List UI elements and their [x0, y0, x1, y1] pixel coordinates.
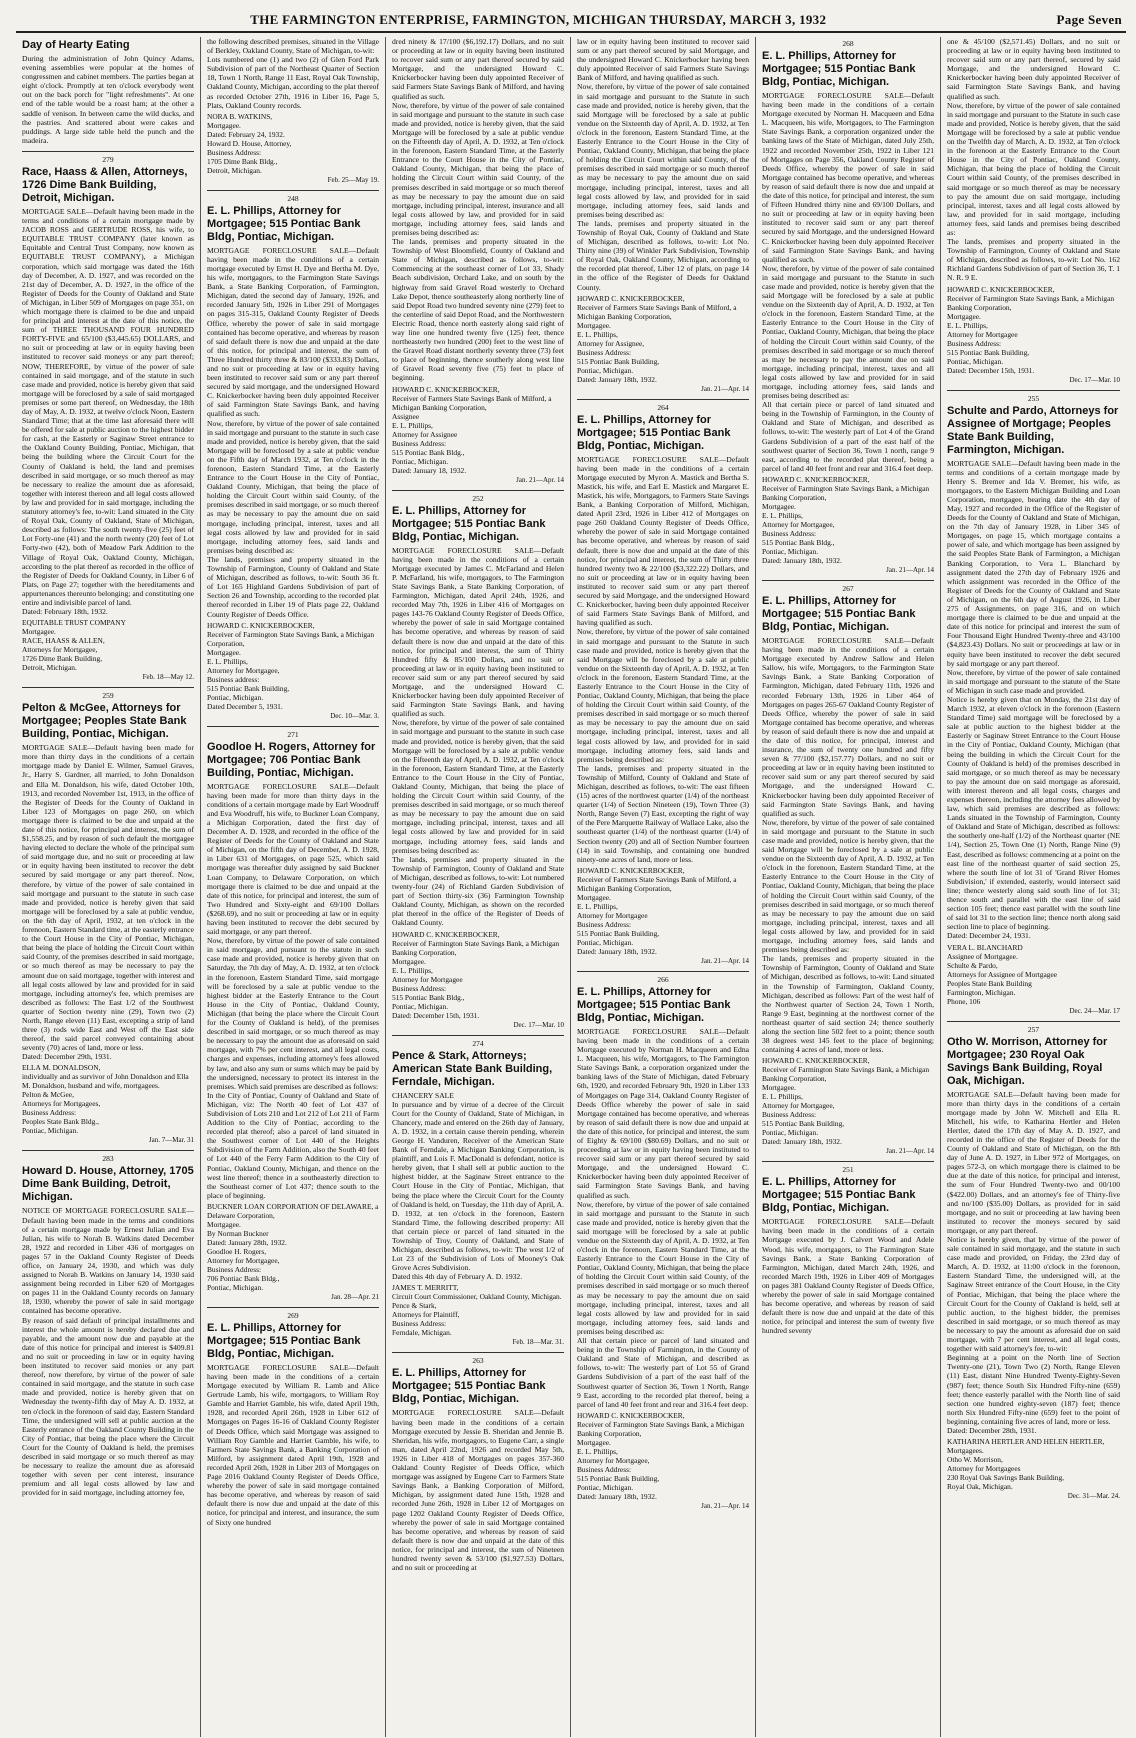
notice-body: MORTGAGE SALE—Default having been made for more than thirty days in the conditions of a certain mortgage made by John W. Mitchell and Ella R. Mitchell, his wife, to Katharina Hertler and Helen Hertler, dated the 17th day of May A. D. 1927, and recorded in the office of the Register of Deeds for the County of Oakland and State of Michigan, on the 8th day of June A. D. 1927, in Liber 972 of Mortgages, on pages 572-3, on which mortgage there is claimed to be due at the date of this notice, for principal and interest, the sum of Four Hundred Twenty-two and 00/100 ($422.00) Dollars, and an attorney's fee of Thirty-five and no/100 ($35.00) Dollars, as provided for in said mortgage, and no suit or proceeding at law having been instituted to recover the moneys secured by said mortgage, or any part thereof. Notice is hereby given, that by virtue of the power of sale contained in said mortgage, and the statute in such case made and provided, on Friday, the 23rd day of March, A. D. 1932, at 11:00 o'clock in the forenoon, Eastern Standard Time, the undersigned will, at the Saginaw Street entrance of the Court House, in the City of Pontiac, Michigan, that being the place where the Circuit Court for the County of Oakland is held, sell at public auction, to the highest bidder, the premises described in said mortgage, or so much thereof as may be necessary to pay the amount as aforesaid due on said mortgage, with 7 per cent interest, and all legal costs, together with said attorney's fee, to-wit: Beginning at a point on the North line of Section Twenty-one (21), Town Two (2) North, Range Eleven (11) East, distant Nine Hundred Twenty-Eighty-Seven (987) feet; thence South Six Hundred Fifty-nine (659) feet; thence easterly parallel with the North line of said section one hundred eighty-seven (187) feet; thence north Six Hundred Fifty-nine (659) feet to the point of beginning, containing five acres of land, more or less. Dated: December 28th, 1931.: [947, 1089, 1120, 1435]
legal-notice: [207, 194, 379, 720]
column-5: [756, 37, 941, 1737]
legal-notice: [207, 37, 379, 184]
notice-heading: E. L. Phillips, Attorney for Mortgagee; 515 Pontiac Bank Bldg, Pontiac, Michigan.: [392, 1367, 546, 1406]
notice-run-dates: Dec. 10—Mar. 3.: [330, 711, 379, 720]
notice-divider: [577, 971, 749, 972]
notice-run-dates: Jan. 7—Mar. 31: [148, 1136, 194, 1145]
notice-body: MORTGAGE FORECLOSURE SALE—Default having been made in the conditions of a certain mortgage executed by Ernst H. Dye and Bertha M. Dye, his wife, mortgagors, to the Farmington State Savings Bank, a State Banking Corporation, of Farmington, Michigan, dated the second day of January, 1926, and recorded January 5th, 1926 in Liber 291 of Mortgages on pages 315-315, Oakland County Register of Deeds Office, whereby the power of sale in said mortgage contained has become operative, and whereas by reason of said default there is now due and unpaid at the date of this notice, for principal and interest, the sum of Three Hundred thirty three & 83/100 ($333.83) Dollars, and no suit or proceeding at law or in equity having been instituted to recover said sum or any part thereof secured by said mortgage, and the undersigned Howard C. Knickerbocker having been duly appointed Receiver of said Farmington State Savings Bank, and having qualified as such. Now, therefore, by virtue of the power of sale contained in said mortgage and pursuant to the statute in such case made and provided, notice is hereby given, that the said Mortgage will be foreclosed by a sale at public vendue on the Fifth day of March 1932, at Ten o'clock in the forenoon, Eastern Standard Time, at the Easterly Entrance to the Court House in the City of Pontiac, Oakland County, Michigan, that being the place of holding the Circuit Court within said County, of the premises described in said mortgage, or so much thereof as may be necessary to pay the amount due on said mortgage, including principal, interest, taxes and all legal costs allowed by law and provided for in said mortgage, including attorney fees, said lands and premises being described as: The lands, premises and property situated in the Township of Farmington, County of Oakland and State of Michigan, described as follows, to-wit: South 36 ft. of Lot 165 Highland Gardens Subdivision of part of Section 26 and Township, according to the recorded plat thereof recorded in Liber 19 of Plats page 22, Oakland County Register of Deeds Office.: [207, 245, 379, 619]
legal-notice: [762, 1165, 934, 1335]
notice-id: 252: [472, 493, 484, 503]
legal-notice: [207, 730, 379, 1301]
notice-body: MORTGAGE FORECLOSURE SALE—Default having been made in the conditions of a certain Mortgage executed by Myron A. Mastick and Bertha S. Mastick, his wife, and Earl E. Mastick and Margaret E. Mastick, his wife, Mortgagors, to Farmers State Savings Bank, a Banking Corporation of Milford, Michigan, dated April 23rd, 1926 in Liber 412 of Mortgages on page 260 Oakland County Register of Deeds Office, whereby the power of sale in said Mortgage contained has become operative, and whereas by reason of said default, there is now due and unpaid at the date of this notice, for principal and interest, the sum of Thirty three hundred twenty two & 22/100 ($3,322.22) Dollars, and no suit or proceeding at law or in equity having been instituted to recover said sum or any part thereof secured by said Mortgage, and the undersigned Howard C. Knickerbocker, having been duly appointed Receiver of said Farmers State Savings Bank of Milford, and having qualified as such. Now, therefore, by virtue of the power of sale contained in said mortgage and pursuant to the Statute in such case made and provided, notice is hereby given that the said Mortgage will be foreclosed by a sale at public vendue on the Sixteenth day of April, A. D. 1932, at Ten o'clock in the forenoon, Eastern Standard Time, at the Easterly Entrance to the Court House in the City of Pontiac, Oakland County, Michigan, that being the place of holding the Circuit Court within said County, of the premises described in said mortgage or so much thereof as may be necessary to pay the amount due on said mortgage, including principal, interest, taxes and all legal costs allowed by law, and provided for in said mortgage, including attorney fees, said lands and premises being described as: The lands, premises and property situated in the Township of Milford, County of Oakland and State of Michigan, described as follows, to-wit: The east fifteen (15) acres of the northwest quarter (1/4) of the northeast quarter (1/4) of Section Nineteen (19), Town Three (3) North, Range Seven (7) East, excepting the right of way of the Pere Marquette Railway of Wallace Lake, also the southeast quarter (1/4) of the northeast quarter (1/4) of Section twenty (20) and all of Section Number fourteen (14) in said Township, and containing one hundred ninety-one acres of land, more or less.: [577, 454, 750, 864]
notice-body: MORTGAGE SALE—Default having been made for more than thirty days in the conditions of a certain mortgage made by Daniel E. Wilmer, Samuel Graves, Jr., Harry S. Gardner, all married, to John Donaldson and Ella M. Donaldson, his wife, dated October 10th, 1913, and recorded November 1st, 1913, in the office of the Register of Deeds for the County of Oakland in Liber 123 of Mortgages on page 260, on which mortgage there is claimed to be due and unpaid at the date of this notice, for principal and interest, the sum of $1,558.25, and by reason of such default the mortgagee having elected to declare the whole of the principal sum of said mortgage due, and no suit or proceeding at law or in equity having been instituted to recover the debt secured by said mortgage or any part thereof. Now, therefore, by virtue of the power of sale contained in said mortgage and pursuant to the statute in such case made and provided, notice is hereby given that said mortgage will be foreclosed by a sale at public vendue, on the 6th day of April, 1932, at ten o'clock in the forenoon, Eastern Standard time, at the easterly entrance to the Court House in the City of Pontiac, Michigan, that being the place of holding the Circuit Court within said County, of the premises described in said mortgage, or so much thereof as may be necessary to pay the amount due on said mortgage, together with interest and all legal costs allowed by law and provided for in said mortgage, including attorney's fee, which premises are described as follows: The East 1/2 of the Southwest quarter of Section twenty nine (29), Town two (2) North, Range eleven (11) East, excepting a strip of land three (3) rods wide East and West off the East side thereof, the said parcel conveyed containing about seventy (70) acres of land, more or less. Dated: December 29th, 1931.: [22, 743, 194, 1062]
notice-body: MORTGAGE FORECLOSURE SALE—Default having been made in the conditions of a certain Mortgage executed by Andrew Sallow and Helen Sallow, his wife, Mortgagors, to the Farmington State Savings Bank, a State Banking Corporation of Farmington, Michigan, dated February 11th, 1926 and recorded February 13th, 1926 in Liber 464 of Mortgages on pages 265-67 Oakland County Register of Deeds Office, whereby the power of sale in said Mortgage contained has become operative, and whereas by reason of said default there is now due and unpaid at the date of this notice, for principal, interest and insurance, the sum of twenty one hundred and fifty seven & 77/100 ($2,157.77) Dollars, and no suit or proceeding at law or in equity having been instituted to recover said sum or any part thereof secured by said Mortgage, and the undersigned Howard C. Knickerbocker having been duly appointed Receiver of said Farmington State Savings Bank, and having qualified as such. Now, therefore, by virtue of the power of sale contained in said mortgage and pursuant to the Statute in such case made and provided, notice is hereby given, that the said Mortgage will be foreclosed by a sale at public vendue on the Sixteenth day of April, A. D. 1932, at Ten o'clock in the forenoon, Eastern Standard Time, at the Easterly Entrance to the Court House in the City of Pontiac, Oakland County, Michigan, that being the place of holding the Circuit Court within said County, of the premises described in said mortgage, or so much thereof as may be necessary to pay the amount due on said mortgage, including principal, interest, taxes and all legal costs allowed by law, and provided for in said mortgage, including attorney fees, said lands and premises being described as: The lands, premises and property situated in the Township of Farmington, County of Oakland and State of Michigan, described as follows, to-wit: Land situated in the Township of Farmington, Oakland County, Michigan, described as follows: Part of the west half of the Northwest quarter of Section 24, Town 1 North, Range 9 East, beginning at the northwest corner of the northeast quarter of said section 24; thence southerly along the section line 502 feet to a point; thence south 38 degrees west 145 feet to the place of beginning; containing 4 acres of land, more or less.: [762, 635, 935, 1055]
notice-heading: Schulte and Pardo, Attorneys for Assignee of Mortgage; Peoples State Bank Building, Farmington, Michigan.: [947, 404, 1119, 456]
notice-id: 264: [657, 402, 669, 412]
notice-body: law or in equity having been instituted to recover said sum or any part thereof secured by said Mortgage, and the undersigned Howard C. Knickerbocker having been duly appointed Receiver of said Farmers State Savings Bank of Milford, and having qualified as such. Now, therefore, by virtue of the power of sale contained in said mortgage and pursuant to the Statute in such case made and provided, notice is hereby given, that the said Mortgage will be foreclosed by a sale at public vendue on the Sixteenth day of April, A. D. 1932, at Ten o'clock in the forenoon, Eastern Standard Time, at the Easterly Entrance to the Court House in the City of Pontiac, Oakland County, Michigan, that being the place of holding the Circuit Court within said County, of the premises described in said mortgage or so much thereof as may be necessary to pay the amount due on said mortgage, including principal, interest, taxes and all legal costs allowed by law, and provided for in said mortgage, including attorney fees, said lands and premises being described as: The lands, premises and property situated in the Township of Royal Oak, County of Oakland and State of Michigan, described as follows, to-wit: Lot No. Thirty nine (39) of Winkler Park Subdivision, Township of Royal Oak, Oakland County, Michigan, according to the recorded plat thereof, Liber 12 of plats, on page 14 in the office of the Register of Deeds for Oakland County.: [577, 37, 750, 292]
notice-heading: E. L. Phillips, Attorney for Mortgagee; 515 Pontiac Bank Bldg, Pontiac, Michigan.: [207, 1321, 361, 1360]
notice-run-dates: Jan. 21—Apr. 14: [701, 384, 749, 393]
notice-id: 268: [842, 39, 854, 48]
notice-signature: HOWARD C. KNICKERBOCKER, Receiver of Farmers State Savings Bank of Milford, a Michigan Banking Corporation, Assignee E. L. Phillips, Attorney for Assignee Business Address: 515 Pontiac Bank Bldg., Pontiac, Michigan. Dated: January 18, 1932.: [392, 384, 552, 475]
notice-heading: Race, Haass & Allen, Attorneys, 1726 Dime Bank Building, Detroit, Michigan.: [22, 165, 188, 204]
notice-run-dates: Jan. 21—Apr. 14: [886, 565, 934, 574]
notice-signature: HOWARD C. KNICKERBOCKER, Receiver of Farmers State Savings Bank of Milford, a Michigan Banking Corporation, Mortgagee. E. L. Phillips, Attorney for Mortgagee Business Address: 515 Pontiac Bank Building, Pontiac, Michigan. Dated: January 18th, 1932.: [577, 865, 737, 956]
notice-divider: [207, 190, 379, 191]
notice-run-dates: Dec. 24—Mar. 17: [1069, 1006, 1120, 1015]
notice-run-dates: Jan. 21—Apr. 14: [516, 475, 564, 484]
notice-divider: [22, 151, 194, 152]
notice-run-dates: Dec. 31—Mar. 24.: [1067, 1492, 1120, 1501]
notice-divider: [392, 1352, 564, 1353]
notice-body: MORTGAGE FORECLOSURE SALE—Default having been made in the conditions of a certain Mortgage executed by Jessie B. Sheridan and Jennie B. Sheridan, his wife, mortgagors, to Eugene Carr, a single man, dated April 22nd, 1926 and recorded May 5th, 1926 in Liber 418 of Mortgages on pages 357-360 Oakland County Register of Deeds Office, which mortgage was assigned by Eugene Carr to Farmers State Savings Bank, a Banking Corporation of Milford, Michigan, by assignment dated June 15th, 1928 and recorded June 26th, 1928 in Liber 12 of Mortgages on page 1202 Oakland County Register of Deeds Office, whereby the power of sale in said Mortgage contained has become operative, and whereas by reason of said default there is now due and unpaid at the date of this notice, for principal and interest, the sum of Nineteen hundred twenty seven & 53/100 ($1,927.53) Dollars, and no suit or proceeding at: [392, 1408, 566, 1573]
legal-notice: [947, 37, 1120, 384]
notice-body: MORTGAGE FORECLOSURE SALE—Default having been made for more than thirty days in the conditions of a certain mortgage made by Earl Woodruff and Eva Woodruff, his wife, to Buckner Loan Company, a Michigan Corporation, dated the first day of December A. D. 1928, and recorded in the office of the Register of Deeds for the County of Oakland and State of Michigan, on the fifth day of December, A. D. 1928, in Liber 631 of Mortgages, on page 525, which said mortgage was thereafter duly assigned by said Buckner Loan Company, to Delaware Corporation, on which mortgage there is claimed to be due and unpaid at the date of this notice, for principal and interest, the sum of Two Hundred and Sixty-eight and 69/100 Dollars ($268.69), and no suit or proceeding at law or in equity having been instituted to recover the debt secured by said mortgage, or any part thereof. Now, therefore, by virtue of the power of sale contained in said mortgage, and pursuant to the statute in such case made and provided, notice is hereby given that on Saturday, the 7th day of May, A. D. 1932, at ten o'clock in the forenoon, Eastern Standard Time, said mortgage will be foreclosed by a sale at public vendue to the highest bidder at the Easterly Entrance to the Court House in the City of Pontiac, Oakland County, Michigan (that being the place where the Circuit Court for the County of Oakland is held), of the premises described in said mortgage, or so much thereof as may be necessary to pay the amount due as aforesaid on said mortgage, with 7% per cent interest, and all legal costs, charges and expenses, including attorney's fees allowed by law, and also any sum or sums which may be paid by the undersigned, necessary to protect its interest in the premises. Which said premises are described as follows: In the City of Pontiac, County of Oakland and State of Michigan, viz: The North 40 feet of Lot 437 of Subdivision of Lots 210 and Lot 212 of Lot 211 of Farm Addition to the City of Pontiac, according to the recorded plat thereof; also a parcel of land situated in the Southwest corner of Lot 440 of the Heights Subdivision of the Farm Addition, also the South 40 feet of Lot 440 of the Ferry Farm Addition to the City of Pontiac, Oakland County, Michigan, and thence on the west line thereof; thence in a southeasterly direction to the Southeast corner of Lot 437; thence south to the place of beginning.: [207, 781, 379, 1200]
page-number: Page Seven: [1056, 12, 1122, 27]
column-4: [571, 37, 756, 1737]
masthead: [16, 6, 1126, 33]
column-2: [201, 37, 386, 1737]
notice-divider: [947, 1021, 1120, 1022]
notice-id: 259: [102, 691, 114, 701]
legal-notice: [22, 1154, 194, 1497]
notice-signature: HOWARD C. KNICKERBOCKER, Receiver of Farmington State Savings Bank, a Michigan Banking Corporation, Mortgagee. E. L. Phillips, Attorney for Mortgagee Business Address: 515 Pontiac Bank Bldg., Pontiac, Michigan. Dated: December 15th, 1931.: [392, 929, 560, 1020]
notice-run-dates: Feb. 18—May 12.: [142, 673, 194, 682]
notice-run-dates: Dec. 17—Mar. 10: [1069, 375, 1120, 384]
notice-id: 269: [287, 1310, 299, 1320]
legal-notice: [947, 1025, 1120, 1501]
notice-id: 255: [1027, 393, 1040, 403]
legal-notice: [577, 975, 749, 1510]
notice-body: MORTGAGE SALE—Default having been made in the terms and conditions of a certain mortgage made by JACOB ROSS and GERTRUDE ROSS, his wife, to EQUITABLE TRUST COMPANY (later known as Equitable and Central Trust Company, now known as EQUITABLE TRUST COMPANY), a Michigan corporation, which said mortgage was dated the 16th day of December, A. D. 1927, and was recorded on the 21st day of December, A. D. 1927, in the office of the Register of Deeds for the County of Oakland and State of Michigan, in Liber 509 of Mortgages on page 351, on which mortgage there is claimed to be due and unpaid for principal and interest at the date of this notice, the sum of THREE THOUSAND FOUR HUNDRED FORTY-FIVE and 65/100 ($3,445.65) DOLLARS, and no suit or proceeding at law or in equity having been instituted to recover said moneys or any part thereof; NOW, THEREFORE, by virtue of the power of sale contained in said mortgage, and of the statute in such case made and provided, notice is hereby given that said mortgage will be foreclosed by a sale of said mortgaged premises or some part thereof, on Wednesday, the 18th day of May, A. D. 1932, at twelve o'clock Noon, Eastern Standard Time; that at the time last aforesaid there will be offered for sale at public auction to the highest bidder for cash, at the Easterly or Saginaw Street entrance to the Oakland County Building, Pontiac, Michigan, that being the building where the Circuit Court for the County of Oakland is held, the land and premises described in said mortgage, or so much thereof as may be necessary to realize the amount due as aforesaid, together with interest thereon and all legal costs allowed by law and provided for in said mortgage, including the statutory attorney's fee, to-wit: Land situated in the City of Royal Oak, County of Oakland, State of Michigan, described as follows: The south twenty-five (25) feet of Lot Forty-one (41) and the north twenty (20) feet of Lot Forty-two (42), both of Meadow Park Addition to the Village of Royal Oak, Oakland County, Michigan, according to the plat thereof as recorded in the office of the Register of Deeds for Oakland County, in Liber 6 of Plats, on Page 27; together with the hereditaments and appurtenances thereunto belonging; and constituting one entire and indivisible parcel of land. Dated: February 18th, 1932.: [22, 206, 194, 617]
notice-signature: HOWARD C. KNICKERBOCKER, Receiver of Farmington State Savings Bank, a Michigan Banking Corporation, Mortgagee. E. L. Phillips, Attorney for Mortgagee, Business Address: 515 Pontiac Bank Bldg., Pontiac, Michigan. Dated: January 18th, 1932.: [762, 474, 930, 565]
notice-heading: E. L. Phillips, Attorney for Mortgagee; 515 Pontiac Bank Bldg, Pontiac, Michigan.: [392, 504, 546, 543]
notice-id: 279: [102, 154, 114, 164]
notice-divider: [22, 687, 194, 688]
notice-id: 271: [287, 729, 299, 739]
legal-notice: [22, 155, 194, 681]
notice-divider: [207, 726, 379, 727]
notice-heading: Otho W. Morrison, Attorney for Mortgagee; 230 Royal Oak Savings Bank Building, Royal Oak, Michigan.: [947, 1035, 1108, 1087]
notice-heading: E. L. Phillips, Attorney for Mortgagee; 515 Pontiac Bank Bldg, Pontiac, Michigan.: [577, 985, 731, 1024]
notice-body: During the administration of John Quincy Adams, evening assemblies were popular at the homes of congressmen and cabinet members. The parties began at eight o'clock. Promptly at ten o'clock everybody went out on the back porch for "light refreshments". At one end of the table would be a roast ham; at the other a saddle of venison. In between came the wild ducks, and the pastries. And scattered about were cakes and puddings. A large side table held the punch and the madeira.: [22, 54, 196, 145]
legal-notice: [762, 584, 934, 1155]
notice-heading: Pence & Stark, Attorneys; American State Bank Building, Ferndale, Michigan.: [392, 1049, 553, 1088]
notice-signature: HOWARD C. KNICKERBOCKER, Receiver of Farmington State Savings Bank, a Michigan Banking Corporation, Mortgagee. E. L. Phillips, Attorney for Mortgagee Business Address: 515 Pontiac Bank Building, Pontiac, Michigan. Dated: December 15th, 1931.: [947, 284, 1115, 375]
notice-heading: E. L. Phillips, Attorney for Mortgagee; 515 Pontiac Bank Bldg, Pontiac, Michigan.: [762, 50, 916, 88]
notice-run-dates: Jan. 21—Apr. 14: [701, 1501, 749, 1510]
notice-id: 251: [842, 1165, 854, 1175]
notice-heading: E. L. Phillips, Attorney for Mortgagee; 515 Pontiac Bank Bldg, Pontiac, Michigan.: [207, 204, 361, 243]
notice-signature: VERA L. BLANCHARD Assignee of Mortgagee. Schulte & Pardo, Attorneys for Assignee of Mortgagee Peoples State Bank Building Farmington, Michigan. Phone, 106: [947, 942, 1058, 1006]
notice-signature: BUCKNER LOAN CORPORATION OF DELAWARE, a Delaware Corporation, Mortgagee. By Norman Buckner Dated: January 28th, 1932. Goodloe H. Rogers, Attorney for Mortgagee, Business Address: 706 Pontiac Bank Bldg., Pontiac, Michigan.: [207, 1201, 379, 1292]
notice-signature: EQUITABLE TRUST COMPANY Mortgagee. RACE, HAASS & ALLEN, Attorneys for Mortgagee, 1726 Dime Bank Building, Detroit, Michigan.: [22, 618, 126, 673]
notice-body: one & 45/100 ($2,571.45) Dollars, and no suit or proceeding at law or in equity having been instituted to recover said sum or any part thereof, secured by said Mortgage, and the undersigned Howard C. Knickerbocker having been duly appointed Receiver of said Farmington State Savings Bank, and having qualified as such. Now, therefore, by virtue of the power of sale contained in said mortgage and pursuant to the Statute in such case made and provided, Notice is hereby given, that the said Mortgage will be foreclosed by a sale at public vendue on the Twelfth day of March, A. D. 1932, at Ten o'clock in the forenoon at the Easterly Entrance to the Court House in the City of Pontiac, Oakland County, Michigan, that being the place of holding the Circuit Court within said County, of the premises described in said mortgage or so much thereof as may be necessary to pay the amount due on said mortgage, including principal, interest, taxes and all legal costs allowed by law, and provided for in said mortgage, including attorney fees, said lands and premises being described as: The lands, premises and property situated in the Township of Farmington, County of Oakland and State of Michigan, described as follows, to-wit: Lot No. 162 Richland Gardens Subdivision of part of Section 36, T. 1 N. R. 9 E.: [947, 37, 1120, 283]
notice-body: CHANCERY SALE In pursuance and by virtue of a decree of the Circuit Court for the County of Oakland, State of Michigan, in Chancery, made and entered on the 26th day of January, A. D. 1932, in a certain cause therein pending, wherein George H. Vanduren, Receiver of the American State Bank of Ferndale, a Michigan Banking Corporation, is plaintiff, and Lois F. MacDonald is defendant, notice is hereby given, that I shall sell at public auction to the highest bidder, at the Saginaw Street entrance to the Court House in the City of Pontiac, Michigan, that being the place where the Circuit Court for the County of Oakland is held, on Tuesday, the 11th day of April, A. D. 1932, at ten o'clock in the forenoon, Eastern Standard Time, the following described property: All that certain piece or parcel of land situated in the Township of Troy, County of Oakland, and State of Michigan, described as follows, to-wit: The west 1/2 of Lot 23 of the Subdivision of Lots of Mooney's Oak Grove Acres Subdivision. Dated this 4th day of February A. D. 1932.: [392, 1090, 564, 1282]
legal-notice: [392, 1356, 564, 1572]
notice-signature: NORA B. WATKINS, Mortgagee. Dated: February 24, 1932. Howard D. House, Attorney, Business Address: 1705 Dime Bank Bldg., Detroit, Michigan.: [207, 111, 292, 175]
notice-run-dates: Dec. 17—Mar. 10: [513, 1020, 564, 1029]
notice-id: 248: [287, 193, 299, 203]
notice-signature: JAMES T. MERRITT, Circuit Court Commissioner, Oakland County, Michigan. Pence & Stark, Attorneys for Plaintiff, Business Address: Ferndale, Michigan.: [392, 1283, 562, 1338]
notice-body: MORTGAGE FORECLOSURE SALE—Default having been made in the conditions of a certain Mortgage executed by Norman H. Macqueen and Edna L. Macqueen, his wife, Mortgagors, to The Farmington State Savings Bank, a corporation organized under the banking laws of the State of Michigan, dated July 25th, 1922 and recorded November 25th, 1922 in Liber 121 of Mortgages on Page 356, Oakland County Register of Deeds Office, whereby the power of sale in said Mortgage contained has become operative, and whereas by reason of said default there is now due and unpaid at the date of this notice, for principal and interest, the sum of Fifteen Hundred thirty nine and 69/100 Dollars, and no suit or proceeding at law or in equity having been instituted to recover said sum or any part thereof secured by said Mortgage, and the undersigned Howard C. Knickerbocker having been duly appointed Receiver of said Farmington State Savings Bank, and having qualified as such. Now, therefore, by virtue of the power of sale contained in said mortgage and pursuant to the Statute in such case made and provided, notice is hereby given that the said Mortgage will be foreclosed by a sale at public vendue on the Sixteenth day of April, A. D. 1932, at Ten o'clock in the forenoon, Eastern Standard Time, at the Easterly Entrance to the Court House in the City of Pontiac, Oakland County, Michigan, that being the place of holding the Circuit Court within said County, of the premises described in said mortgage or so much thereof as may be necessary to pay the amount due on said mortgage, including principal, interest, taxes and all legal costs allowed by law and provided for in said mortgage, including attorney fees, said lands and premises being described as: All that certain piece or parcel of land situated and being in the Township of Farmington, in the County of Oakland and State of Michigan, and described as follows, to-wit: The westerly part of Lot 4 of the Grand Gardens Subdivision of a part of the east half of the southwest quarter of Section 36, Town 1 north, range 9 east, according to the recorded plat thereof, being a parcel of land 40 feet front and rear and 316.4 feet deep.: [762, 91, 935, 473]
notice-divider: [577, 399, 749, 400]
notice-id: 257: [1027, 1024, 1040, 1034]
column-1: [16, 37, 201, 1737]
notice-heading: Pelton & McGee, Attorneys for Mortgagee; Peoples State Bank Building, Pontiac, Michigan.: [22, 702, 187, 741]
notice-body: MORTGAGE FORECLOSURE SALE—Default having been made in the conditions of a certain Mortgage executed by William R. Lamb and Alice Gertrude Lamb, his wife, mortgagors, to William Roy Gamble and Harriet Gamble, his wife, dated April 19th, 1928, and recorded April 26th, 1928 in Liber 612 of Mortgages on Pages 16-16 of Oakland County Register of Deeds Office, which said Mortgage was assigned to William Roy Gamble and Harriet Gamble, his wife, to Farmers State Savings Bank, a Banking Corporation of Milford, by assignment dated April 19th, 1928 and recorded April 26th, 1928 in Liber 203 of Mortgages on Page 2016 Oakland County Register of Deeds Office, whereby the power of sale in said mortgage contained has become operative, and whereas by reason of said default there is now due and unpaid at the date of this notice, for principal and interest, and insurance, the sum of Sixty one hundred: [207, 1362, 381, 1527]
legal-notice: [762, 39, 934, 574]
notice-id: 274: [472, 1038, 484, 1048]
legal-notice: [947, 394, 1120, 1015]
notice-id: 283: [102, 1154, 114, 1164]
notice-body: MORTGAGE FORECLOSURE SALE—Default having been made in the conditions of a certain Mortgage executed by J. Calvert Wood and Adele Wood, his wife, mortgagors, to The Farmington State Savings Bank, a State Banking Corporation of Farmington, Michigan, dated March 24th, 1926, and recorded March 19th, 1926 in Liber 409 of Mortgages on pages 381 Oakland County Register of Deeds Office, whereby the power of sale in said Mortgage contained has become operative, and whereas by reason of said default there is now due and unpaid at the date of this notice, for principal and interest the sum of twenty five hundred seventy: [762, 1217, 936, 1336]
notice-id: 263: [472, 1356, 484, 1366]
legal-notice: [392, 494, 564, 1029]
notice-body: MORTGAGE SALE—Default having been made in the terms and conditions of a certain mortgage made by Henry S. Bremer and Ida V. Bremer, his wife, as mortgagors, to the Eastern Michigan Building and Loan Corporation, mortgagee, bearing date the 4th day of May, 1927 and recorded in the Office of the Register of Deeds for the County of Oakland and State of Michigan, on the 7th day of January 1928, in Liber 345 of Mortgages, on page 15, which mortgage contains a power of sale, and which mortgage has been assigned by the said Peoples State Bank of Farmington, a Michigan Banking Corporation, to Vera L. Blanchard by assignment dated the 27th day of February 1926 and which assignment was recorded in the Office of the Register of Deeds for the County of Oakland and State of Michigan, on the 6th day of August 1926, in Liber 275 of Assignments, on page 316, and on which mortgage there is claimed to be due and unpaid at the date of this notice for principal and interest the sum of Four Thousand Eight Hundred Twenty-three and 43/100 ($4,823.43) Dollars. No suit or proceedings at law or in equity have been instituted to recover the debt secured by said mortgage or any part thereof. Now, therefore, by virtue of the power of sale contained in said mortgage and pursuant to the statute of the State of Michigan in such case made and provided. Notice is hereby given that on Monday, the 21st day of March 1932, at eleven o'clock in the forenoon (Eastern Standard Time) said mortgage will be foreclosed by a sale at public auction to the highest bidder at the Easterly or Saginaw Street Entrance to the Court House in the City of Pontiac, Oakland County, Michigan (that being the building in which the Circuit Court for the County of Oakland is held) of the premises described in said mortgage, or so much thereof as may be necessary to pay the amount due on said mortgage as aforesaid, with interest thereon and all legal costs, charges and expenses thereon, including the attorney fees allowed by law, which said premises are described as follows: Lands situated in the Township of Farmington, County of Oakland and State of Michigan, described as follows: the southerly one-half (1/2) of the Northeast quarter (NE 1/4), Section 25, Town One (1) North, Range Nine (9) East, described as follows: commencing at a point on the east line of the northeast quarter of said section 25, where the south line of lot 31 of 'Grand River Homes Subdivision,' if extended, easterly, would intersect said line; thence westerly along said south line of lot 31; thence south and parallel with the east line of said section 105 feet; thence east parallel with the south line of said lot 31 to the section line; thence north along said section line to place of beginning. Dated: December 24, 1931.: [947, 458, 1120, 941]
notice-divider: [762, 580, 934, 581]
notice-id: 267: [842, 583, 854, 593]
column-6: [941, 37, 1126, 1737]
notice-signature: HOWARD C. KNICKERBOCKER, Receiver of Farmers State Savings Bank of Milford, a Michigan Banking Corporation, Mortgagee. E. L. Phillips, Attorney for Assignee, Business Address: 515 Pontiac Bank Building, Pontiac, Michigan. Dated: January 18th, 1932.: [577, 293, 737, 384]
legal-notice: [392, 1039, 564, 1347]
notice-body: the following described premises, situated in the Village of Berkley, Oakland County, State of Michigan, to-wit: Lots numbered one (1) and two (2) of Glen Ford Park Subdivision of part of the Northeast Quarter of Section 18, Town 1 North, Range 11 East, Royal Oak Township, Oakland County, Michigan, according to the plat thereof as recorded October 27th, 1916 in Liber 16, Page 5, Plats, Oakland County records.: [207, 37, 379, 110]
notice-run-dates: Feb. 18—Mar. 31.: [512, 1338, 564, 1347]
notice-heading: Howard D. House, Attorney, 1705 Dime Bank Building, Detroit, Michigan.: [22, 1165, 194, 1204]
notice-signature: HOWARD C. KNICKERBOCKER, Receiver of Farmington State Savings Bank, a Michigan Corporation, Mortgagee. E. L. Phillips, Attorney for Mortgagee, Business address: 515 Pontiac Bank Building, Pontiac, Michigan. Dated December 5, 1931.: [207, 620, 375, 711]
notice-divider: [392, 490, 564, 491]
legal-notice: [392, 37, 564, 484]
notice-body: MORTGAGE FORECLOSURE SALE—Default having been made in the conditions of a certain Mortgage executed by Norman H. Macqueen and Edna L. Macqueen, his wife, Mortgagors, to The Farmington State Savings Bank, a corporation organized under the banking laws of the State of Michigan, dated February 6th, 1920, and recorded February 9th, 1920 in Liber 133 of Mortgages on Page 314, Oakland County Register of Deeds Office whereby the power of sale in said Mortgage contained has become operative, and whereas by reason of said default there is now due and unpaid at the date of this notice, for principal and interest, the sum of Eighty & 69/100 ($80.69) Dollars, and no suit or proceeding at law or in equity having been instituted to recover said sum or any part thereof secured by said Mortgage, and the undersigned Howard C. Knickerbocker having been duly appointed Receiver of said Farmington State Savings Bank, and having qualified as such. Now, therefore, by virtue of the power of sale contained in said mortgage and pursuant to the Statute in such case made and provided, notice is hereby given that the said mortgage will be foreclosed by a sale at public vendue on the Sixteenth day of April, A. D. 1932, at Ten o'clock in the forenoon, Eastern Standard Time, at the Easterly Entrance to the Court House in the City of Pontiac, Oakland County, Michigan, that being the place of holding the Circuit Court within said County, of the premises described in said mortgage or so much thereof as may be necessary to pay the amount due on said mortgage, including principal, interest, taxes and all legal costs allowed by law and provided for in said mortgage, including attorney fees, said lands and premises being described as: All that certain piece or parcel of land situated and being in the Township of Farmington, in the County of Oakland and State of Michigan, and described as follows, to-wit: The westerly part of Lot 55 of Grand Gardens Subdivision of a part of the east half of the Southwest quarter of Section 36, Town 1 North, Range 9 East, according to the recorded plat thereof, being a parcel of land 40 feet front and rear and 316.4 feet deep.: [577, 1026, 750, 1409]
notice-divider: [947, 390, 1120, 391]
notice-signature: ELLA M. DONALDSON, individually and as survivor of John Donaldson and Ella M. Donaldson, husband and wife, mortgagees. Pelton & McGee, Attorneys for Mortgagees, Business Address: Peoples State Bank Bldg., Pontiac, Michigan.: [22, 1063, 189, 1136]
notice-divider: [762, 1161, 934, 1162]
notice-heading: E. L. Phillips, Attorney for Mortgagee; 515 Pontiac Bank Bldg, Pontiac, Michigan.: [577, 413, 731, 452]
notice-signature: KATHARINA HERTLER AND HELEN HERTLER, Mortgagees. Otho W. Morrison, Attorney for Mortgagees 230 Royal Oak Savings Bank Building, Royal Oak, Michigan.: [947, 1437, 1105, 1492]
notice-divider: [207, 1307, 379, 1308]
notice-body: NOTICE OF MORTGAGE FORECLOSURE SALE—Default having been made in the terms and conditions of a certain mortgage made by Ernest Julian and Eva Julian, his wife to Norah B. Watkins dated December 28, 1922 and recorded in Liber 436 of mortgages on pages 57 in the Oakland County Register of Deeds office, on January 24, 1930, and which was duly assigned to Norah B. Watkins on January 14, 1930 said assignment being recorded in Liber 620 of Mortgages on pages 11 in the Oakland County records on January 18, 1930, whereby the power of sale in said mortgage contained has become operative. By reason of said default of principal installments and interest the whole amount is hereby declared due and payable, and the amount now due and payable at the date of this notice for principal and interest is $409.81 and no suit or proceeding in law or in equity having been instituted to recover said monies or any part thereof, now therefore, by virtue of the power of sale contained in said mortgage, and the statute in such case made and provided, notice is hereby given that on Wednesday the twenty-fifth day of May A. D. 1932, at ten o'clock in the forenoon of said day, Eastern Standard Time, the undersigned will sell at public auction at the Easterly entrance of the Oakland County Building in the City of Pontiac, that being the place where the Circuit Court for the County of Oakland is held, the premises described in said mortgage or so much thereof as may be necessary to realize the amount due as aforesaid together with seven per cent interest, insurance premium and all legal costs allowed by law and provided for in said mortgage, including attorney fee,: [22, 1206, 194, 1498]
notice-run-dates: Feb. 25—May 19.: [327, 175, 379, 184]
legal-notice: [577, 403, 749, 965]
legal-notice: [577, 37, 749, 393]
notice-divider: [392, 1035, 564, 1036]
notice-heading: Day of Hearty Eating: [22, 39, 130, 51]
notice-run-dates: Jan. 21—Apr. 14: [701, 956, 749, 965]
notice-heading: E. L. Phillips, Attorney for Mortgagee; 515 Pontiac Bank Bldg, Pontiac, Michigan.: [762, 594, 916, 633]
masthead-title: THE FARMINGTON ENTERPRISE, FARMINGTON, MICHIGAN THURSDAY, MARCH 3, 1932: [250, 12, 827, 27]
notice-run-dates: Jan. 28—Apr. 21: [331, 1292, 379, 1301]
notice-signature: HOWARD C. KNICKERBOCKER, Receiver of Farmington State Savings Bank, a Michigan Banking Corporation, Mortgagee. E. L. Phillips, Attorney for Mortgagee, Business Address: 515 Pontiac Bank Building, Pontiac, Michigan. Dated: January 18th, 1932.: [762, 1056, 930, 1147]
legal-notice-columns: [16, 37, 1126, 1737]
notice-body: MORTGAGE FORECLOSURE SALE—Default having been made in the conditions of a certain Mortgage executed by James C. McFarland and Helen P. McFarland, his wife, mortgagors, to The Farmington State Savings Bank, a State Banking Corporation, of Farmington, Michigan, dated April 24th, 1926, and recorded May 7th, 1926 in Liber 416 of Mortgages on pages 143-76 Oakland County Register of Deeds Office, whereby the power of sale in said Mortgage contained has become operative, and whereas by reason of said default there is now due and unpaid at the date of this notice, for principal and interest, the sum of Thirty Hundred fifty & 85/100 Dollars, and no suit or proceeding at law or in equity having been instituted to recover said sum or any part thereof secured by said Mortgage, and the undersigned Howard C. Knickerbocker having been duly appointed Receiver of said Farmington State Savings Bank, and having qualified as such. Now, therefore, by virtue of the power of sale contained in said mortgage and pursuant to the statute in such case made and provided, notice is hereby given, that the said Mortgage will be foreclosed by a sale at public vendue on the Fifteenth day of April, A. D. 1932, at Ten o'clock in the forenoon, Eastern Standard Time, at the Easterly Entrance to the Court House in the City of Pontiac, Oakland County, Michigan, that being the place of holding the Circuit Court within said County, of the premises described in said mortgage, or so much thereof as may be necessary to pay the amount due on said mortgage, including principal, interest, taxes and all legal costs allowed by law and provided for in said mortgage, including attorney fees, said lands and premises being described as: The lands, premises and property situated in the Township of Farmington, County of Oakland and State of Michigan, described as follows, to-wit: Lot numbered twenty-four (24) of Richland Garden Subdivision of part of Section thirty-six (36) Farmington Township Oakland County, Michigan, as shown on the recorded plat thereof in the office of the Register of Deeds of Oakland County.: [392, 545, 564, 928]
notice-run-dates: Jan. 21—Apr. 14: [886, 1147, 934, 1156]
legal-notice: [207, 1311, 379, 1527]
notice-divider: [22, 1150, 194, 1151]
notice-signature: HOWARD C. KNICKERBOCKER, Receiver of Farmington State Savings Bank, a Michigan Banking Corporation, Mortgagee. E. L. Phillips, Attorney for Mortgagee, Business Address: 515 Pontiac Bank Building, Pontiac, Michigan. Dated: January 18th, 1932.: [577, 1410, 745, 1501]
legal-notice: [22, 691, 194, 1144]
legal-notice: [22, 39, 194, 145]
notice-id: 266: [657, 974, 669, 984]
notice-body: dred ninety & 17/100 ($6,192.17) Dollars, and no suit or proceeding at law or in equity having been instituted to recover said sum or any part thereof secured by said Mortgage, and the undersigned Howard C. Knickerbocker having been duly appointed Receiver of said Farmers State Savings Bank of Milford, and having qualified as such. Now, therefore, by virtue of the power of sale contained in said mortgage and pursuant to the statute in such case made and provided, notice is hereby given, that the said Mortgage will be foreclosed by a sale at public vendue on the Fifteenth day of April, A. D. 1932, at Ten o'clock in the forenoon, Eastern Standard Time, at the Easterly Entrance to the Court House in the City of Pontiac, Oakland County, Michigan, that being the place of holding the Circuit Court within said County, of the premises described in said mortgage or so much thereof as may be necessary to pay the amount due on said mortgage, including principal, interest, insurance and all legal costs allowed by law, and provided for in said mortgage, including attorney fees, said lands and premises being described as: The lands, premises and property situated in the Township of West Bloomfield, County of Oakland and State of Michigan, described as follows, to-wit: Commencing at the southeast corner of Lot 33, Shady Beach subdivision, Orchard Lake, and on south by the highway from said Gravel Road westerly to Orchard Lake Depot, thence southeasterly along northerly line of said Depot Road two hundred seventy nine (279) feet to the centerline of said Depot Road, and the Northwestern Electric Road, thence north easterly along said right of way line one hundred twenty five (125) feet, thence northeasterly two hundred (200) feet to the west line of the Gravel Road distant northerly seventy three (73) feet to place of beginning, thence southerly along west line of Gravel Road seventy five (75) feet to place of beginning.: [392, 37, 564, 383]
column-3: [386, 37, 571, 1737]
notice-heading: Goodloe H. Rogers, Attorney for Mortgagee; 706 Pontiac Bank Building, Pontiac, Michigan.: [207, 740, 376, 779]
notice-heading: E. L. Phillips, Attorney for Mortgagee; 515 Pontiac Bank Bldg, Pontiac, Michigan.: [762, 1176, 916, 1215]
